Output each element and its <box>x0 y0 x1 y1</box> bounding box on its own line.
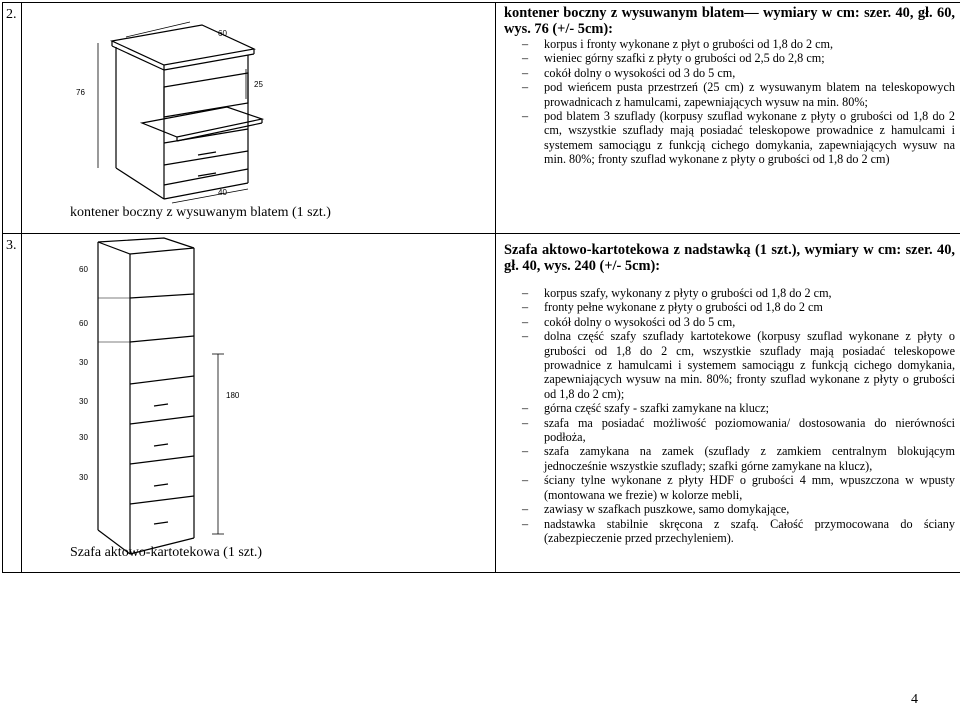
dim-30-b: 30 <box>79 397 88 406</box>
dim-30-d: 30 <box>79 473 88 482</box>
list-item: – ściany tylne wykonane z płyty HDF o grubości 4 mm, wpuszczona w wpusty (montowana we frezie) w kolorze mebli, <box>504 473 955 502</box>
description-cell <box>496 3 960 234</box>
list-item: – nadstawka stabilnie skręcona z szafą. Całość przymocowana do ściany (zabezpieczenie przed przechyleniem). <box>504 517 955 546</box>
image-cell <box>22 3 496 234</box>
list-item: – szafa ma posiadać możliwość poziomowania/ dostosowania do nierówności podłoża, <box>504 416 955 445</box>
item-heading: Szafa aktowo-kartotekowa z nadstawką (1 szt.), wymiary w cm: szer. 40, gł. 40, wys. 240 (+/- 5cm): <box>504 242 955 274</box>
row-number: 3. <box>3 234 22 573</box>
list-item: – górna część szafy - szafki zamykane na klucz; <box>504 401 955 415</box>
list-item: – korpus szafy, wykonany z płyty o grubości od 1,8 do 2 cm, <box>504 286 955 300</box>
image-cell <box>22 234 496 573</box>
dim-60: 60 <box>218 29 227 38</box>
list-item: – cokół dolny o wysokości od 3 do 5 cm, <box>504 66 955 80</box>
table-row <box>3 234 960 573</box>
list-item: – dolna część szafy szuflady kartotekowe (korpusy szuflad wykonane z płyty o grubości od 1,8 do 2 cm, wszystkie szuflady mają posiadać teleskopowe prowadnice z hamulcami i systemem samociągu z funkcją cichego domykania, zapewniających wysuw na min. 80%; fronty szuflad wykonane z płyty o grubości od 1,8 do 2 cm); <box>504 329 955 401</box>
dim-60-b: 60 <box>79 319 88 328</box>
filing-cabinet-drawing <box>22 234 492 568</box>
list-item: – korpus i fronty wykonane z płyt o grubości od 1,8 do 2 cm, <box>504 37 955 51</box>
table-row <box>3 3 960 234</box>
dim-180: 180 <box>226 391 240 400</box>
side-container-drawing <box>22 3 492 229</box>
spec-list <box>504 37 955 167</box>
description-cell <box>496 234 960 573</box>
list-item: – pod blatem 3 szuflady (korpusy szuflad wykonane z płyty o grubości od 1,8 do 2 cm, wszystkie szuflady mają posiadać teleskopowe prowadnice z hamulcami i systemem samociągu z funkcją cichego domykania, zapewniających wysuw na min. 80%; fronty szuflad wykonane z płyty o grubości od 1,8 do 2 cm) <box>504 109 955 167</box>
specification-table <box>2 2 960 573</box>
dim-25: 25 <box>254 80 263 89</box>
row-number: 2. <box>3 3 22 234</box>
dim-76: 76 <box>76 88 85 97</box>
page-number: 4 <box>911 692 918 707</box>
image-caption: Szafa aktowo-kartotekowa (1 szt.) <box>70 545 263 560</box>
dim-40: 40 <box>218 188 227 197</box>
dim-30-c: 30 <box>79 433 88 442</box>
image-caption: kontener boczny z wysuwanym blatem (1 szt.) <box>70 205 331 220</box>
list-item: – fronty pełne wykonane z płyty o grubości od 1,8 do 2 cm <box>504 300 955 314</box>
dim-30-a: 30 <box>79 358 88 367</box>
dim-60-a: 60 <box>79 265 88 274</box>
spec-list <box>504 286 955 545</box>
list-item: – cokół dolny o wysokości od 3 do 5 cm, <box>504 315 955 329</box>
list-item: – pod wieńcem pusta przestrzeń (25 cm) z wysuwanym blatem na teleskopowych prowadnicach z hamulcami, zapewniających wysuw na min. 80%; <box>504 80 955 109</box>
list-item: – szafa zamykana na zamek (szuflady z zamkiem centralnym blokującym jednocześnie wszystkie szuflady; szafki górne zamykane na klucz), <box>504 444 955 473</box>
item-heading: kontener boczny z wysuwanym blatem— wymiary w cm: szer. 40, gł. 60, wys. 76 (+/- 5cm): <box>504 5 955 37</box>
list-item: – wieniec górny szafki z płyty o grubości od 2,5 do 2,8 cm; <box>504 51 955 65</box>
list-item: – zawiasy w szafkach puszkowe, samo domykające, <box>504 502 955 516</box>
